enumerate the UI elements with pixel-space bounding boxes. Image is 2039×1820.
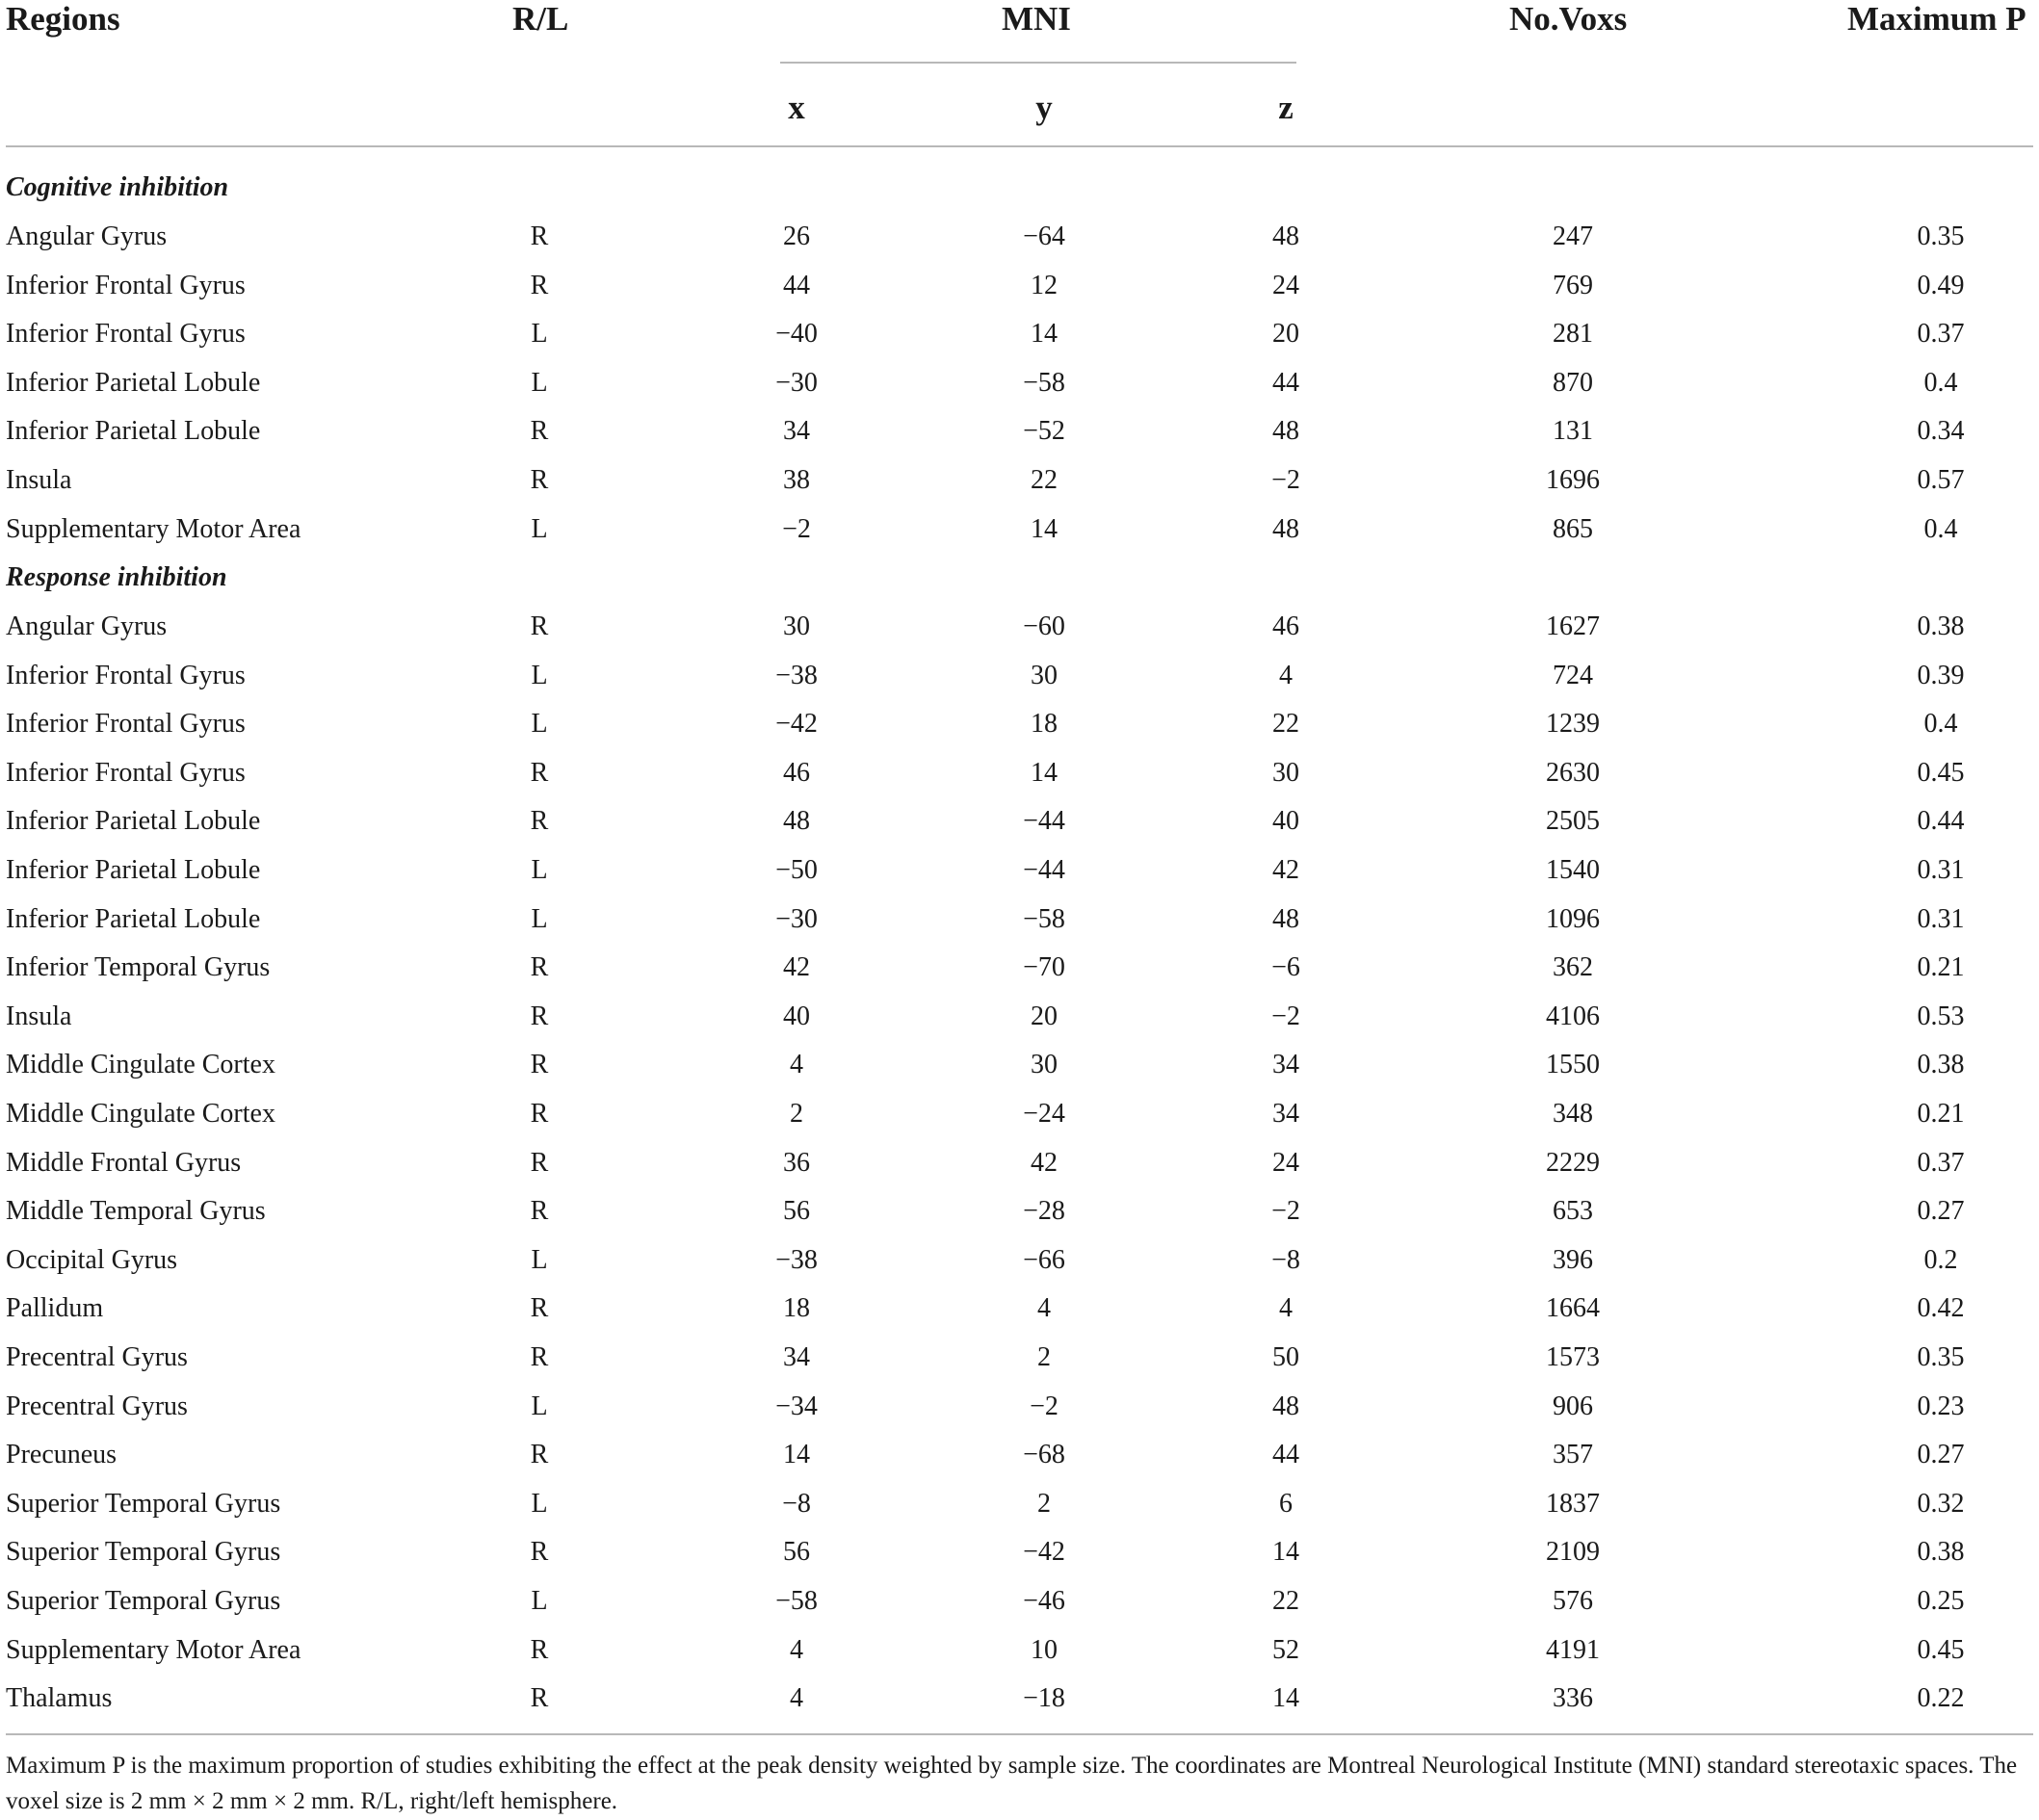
cell-maxp: 0.38 xyxy=(1917,1537,1965,1568)
cell-maxp: 0.45 xyxy=(1917,1634,1965,1665)
cell-rl: R xyxy=(530,221,549,251)
cell-z: 14 xyxy=(1272,1537,1299,1568)
cell-z: 48 xyxy=(1272,903,1299,934)
table-row xyxy=(0,1383,2039,1431)
cell-maxp: 0.2 xyxy=(1923,1244,1958,1275)
cell-rl: L xyxy=(531,319,548,350)
cell-rl: L xyxy=(531,1488,548,1519)
table-row xyxy=(0,1187,2039,1235)
table-row xyxy=(0,1236,2039,1285)
cell-voxs: 362 xyxy=(1553,952,1593,983)
cell-z: 14 xyxy=(1272,1683,1299,1714)
cell-z: 34 xyxy=(1272,1099,1299,1129)
cell-rl: R xyxy=(530,1342,549,1372)
cell-y: 20 xyxy=(1031,1001,1058,1031)
cell-z: 46 xyxy=(1272,611,1299,641)
cell-rl: R xyxy=(530,1001,549,1031)
cell-rl: R xyxy=(530,1683,549,1714)
cell-region: Insula xyxy=(6,465,72,495)
cell-rl: R xyxy=(530,465,549,495)
cell-y: 42 xyxy=(1031,1147,1058,1178)
cell-z: 50 xyxy=(1272,1342,1299,1372)
cell-region: Inferior Frontal Gyrus xyxy=(6,757,246,788)
section-title-response-inhibition: Response inhibition xyxy=(6,562,227,592)
cell-maxp: 0.32 xyxy=(1917,1488,1965,1519)
cell-rl: L xyxy=(531,1391,548,1421)
table-row xyxy=(0,993,2039,1041)
mni-header-rule xyxy=(780,62,1296,64)
cell-region: Inferior Parietal Lobule xyxy=(6,416,261,447)
cell-y: 18 xyxy=(1031,709,1058,740)
cell-x: 34 xyxy=(783,416,810,447)
cell-region: Precuneus xyxy=(6,1440,118,1470)
cell-y: 14 xyxy=(1031,319,1058,350)
cell-maxp: 0.44 xyxy=(1917,806,1965,837)
cell-maxp: 0.35 xyxy=(1917,1342,1965,1372)
cell-region: Inferior Temporal Gyrus xyxy=(6,952,271,983)
cell-x: −38 xyxy=(775,660,818,690)
cell-rl: R xyxy=(530,1634,549,1665)
cell-maxp: 0.27 xyxy=(1917,1440,1965,1470)
cell-y: 14 xyxy=(1031,513,1058,544)
cell-y: 30 xyxy=(1031,660,1058,690)
cell-rl: R xyxy=(530,806,549,837)
header-voxs: No.Voxs xyxy=(1509,0,1628,38)
table-row xyxy=(0,944,2039,992)
cell-y: −2 xyxy=(1030,1391,1059,1421)
cell-maxp: 0.38 xyxy=(1917,1050,1965,1080)
cell-y: −44 xyxy=(1023,855,1065,885)
table-row xyxy=(0,1431,2039,1479)
cell-x: 34 xyxy=(783,1342,810,1372)
cell-y: 2 xyxy=(1037,1488,1051,1519)
cell-y: −66 xyxy=(1023,1244,1065,1275)
table-row xyxy=(0,506,2039,554)
cell-region: Inferior Parietal Lobule xyxy=(6,903,261,934)
cell-maxp: 0.25 xyxy=(1917,1586,1965,1616)
cell-region: Supplementary Motor Area xyxy=(6,513,301,544)
cell-x: −30 xyxy=(775,367,818,398)
cell-rl: R xyxy=(530,1196,549,1227)
table-row xyxy=(0,1090,2039,1138)
cell-rl: R xyxy=(530,1440,549,1470)
table-row xyxy=(0,1626,2039,1675)
cell-z: 24 xyxy=(1272,270,1299,300)
cell-rl: L xyxy=(531,903,548,934)
table-row xyxy=(0,262,2039,310)
cell-x: −40 xyxy=(775,319,818,350)
cell-z: −6 xyxy=(1271,952,1300,983)
cell-region: Inferior Parietal Lobule xyxy=(6,367,261,398)
cell-voxs: 2109 xyxy=(1546,1537,1600,1568)
cell-region: Superior Temporal Gyrus xyxy=(6,1537,281,1568)
cell-y: −18 xyxy=(1023,1683,1065,1714)
cell-maxp: 0.34 xyxy=(1917,416,1965,447)
cell-region: Precentral Gyrus xyxy=(6,1391,188,1421)
cell-x: 18 xyxy=(783,1293,810,1324)
cell-x: 42 xyxy=(783,952,810,983)
cell-region: Superior Temporal Gyrus xyxy=(6,1586,281,1616)
cell-rl: R xyxy=(530,1099,549,1129)
cell-rl: R xyxy=(530,757,549,788)
cell-voxs: 724 xyxy=(1553,660,1593,690)
cell-y: 30 xyxy=(1031,1050,1058,1080)
cell-voxs: 653 xyxy=(1553,1196,1593,1227)
cell-x: −42 xyxy=(775,709,818,740)
cell-y: −24 xyxy=(1023,1099,1065,1129)
cell-x: 44 xyxy=(783,270,810,300)
cell-x: −2 xyxy=(782,513,811,544)
table-row xyxy=(0,896,2039,944)
cell-x: −38 xyxy=(775,1244,818,1275)
cell-x: 4 xyxy=(790,1634,803,1665)
cell-voxs: 336 xyxy=(1553,1683,1593,1714)
cell-voxs: 769 xyxy=(1553,270,1593,300)
cell-maxp: 0.31 xyxy=(1917,855,1965,885)
cell-z: −2 xyxy=(1271,1196,1300,1227)
cell-voxs: 247 xyxy=(1553,221,1593,251)
cell-z: −2 xyxy=(1271,465,1300,495)
cell-z: 6 xyxy=(1279,1488,1293,1519)
cell-rl: R xyxy=(530,611,549,641)
cell-voxs: 131 xyxy=(1553,416,1593,447)
table-row xyxy=(0,1041,2039,1089)
cell-rl: L xyxy=(531,660,548,690)
cell-x: 4 xyxy=(790,1683,803,1714)
cell-z: 42 xyxy=(1272,855,1299,885)
cell-maxp: 0.39 xyxy=(1917,660,1965,690)
cell-y: −44 xyxy=(1023,806,1065,837)
cell-region: Angular Gyrus xyxy=(6,221,168,251)
cell-region: Middle Cingulate Cortex xyxy=(6,1099,275,1129)
cell-maxp: 0.23 xyxy=(1917,1391,1965,1421)
cell-x: −50 xyxy=(775,855,818,885)
cell-y: −60 xyxy=(1023,611,1065,641)
cell-y: −46 xyxy=(1023,1586,1065,1616)
cell-region: Middle Temporal Gyrus xyxy=(6,1196,266,1227)
cell-maxp: 0.37 xyxy=(1917,1147,1965,1178)
cell-rl: L xyxy=(531,1586,548,1616)
cell-rl: L xyxy=(531,855,548,885)
cell-region: Supplementary Motor Area xyxy=(6,1634,301,1665)
header-regions: Regions xyxy=(6,0,120,38)
cell-z: 4 xyxy=(1279,660,1293,690)
cell-region: Thalamus xyxy=(6,1683,113,1714)
cell-z: 22 xyxy=(1272,709,1299,740)
cell-x: −30 xyxy=(775,903,818,934)
cell-y: 14 xyxy=(1031,757,1058,788)
cell-region: Precentral Gyrus xyxy=(6,1342,188,1372)
table-row xyxy=(0,359,2039,407)
cell-y: −70 xyxy=(1023,952,1065,983)
cell-y: 12 xyxy=(1031,270,1058,300)
header-rl: R/L xyxy=(512,0,569,38)
cell-rl: L xyxy=(531,1244,548,1275)
cell-z: −8 xyxy=(1271,1244,1300,1275)
cell-z: 4 xyxy=(1279,1293,1293,1324)
cell-x: 14 xyxy=(783,1440,810,1470)
cell-voxs: 1664 xyxy=(1546,1293,1600,1324)
cell-rl: R xyxy=(530,1293,549,1324)
table-bottom-rule xyxy=(6,1733,2033,1735)
cell-rl: R xyxy=(530,1050,549,1080)
header-z: z xyxy=(1278,89,1294,126)
cell-voxs: 281 xyxy=(1553,319,1593,350)
cell-maxp: 0.49 xyxy=(1917,270,1965,300)
cell-x: 56 xyxy=(783,1537,810,1568)
cell-maxp: 0.21 xyxy=(1917,952,1965,983)
cell-maxp: 0.37 xyxy=(1917,319,1965,350)
table-row xyxy=(0,1480,2039,1528)
cell-maxp: 0.35 xyxy=(1917,221,1965,251)
header-x: x xyxy=(788,89,805,126)
cell-rl: R xyxy=(530,416,549,447)
cell-region: Angular Gyrus xyxy=(6,611,168,641)
cell-maxp: 0.4 xyxy=(1923,513,1958,544)
cell-z: 48 xyxy=(1272,221,1299,251)
cell-x: 56 xyxy=(783,1196,810,1227)
cell-maxp: 0.57 xyxy=(1917,465,1965,495)
cell-y: 22 xyxy=(1031,465,1058,495)
cell-x: 26 xyxy=(783,221,810,251)
table-row xyxy=(0,797,2039,845)
cell-y: −42 xyxy=(1023,1537,1065,1568)
cell-y: 4 xyxy=(1037,1293,1051,1324)
cell-rl: R xyxy=(530,952,549,983)
cell-voxs: 4191 xyxy=(1546,1634,1600,1665)
cell-voxs: 1573 xyxy=(1546,1342,1600,1372)
cell-z: 22 xyxy=(1272,1586,1299,1616)
cell-y: −52 xyxy=(1023,416,1065,447)
cell-rl: L xyxy=(531,513,548,544)
cell-voxs: 1540 xyxy=(1546,855,1600,885)
cell-x: 4 xyxy=(790,1050,803,1080)
cell-y: 10 xyxy=(1031,1634,1058,1665)
cell-region: Inferior Frontal Gyrus xyxy=(6,660,246,690)
cell-region: Occipital Gyrus xyxy=(6,1244,178,1275)
section-title-cognitive-inhibition: Cognitive inhibition xyxy=(6,172,229,202)
cell-x: 36 xyxy=(783,1147,810,1178)
cell-z: 44 xyxy=(1272,367,1299,398)
cell-y: −68 xyxy=(1023,1440,1065,1470)
cell-rl: R xyxy=(530,1147,549,1178)
cell-voxs: 1239 xyxy=(1546,709,1600,740)
table-row xyxy=(0,456,2039,505)
cell-z: 48 xyxy=(1272,513,1299,544)
cell-region: Middle Cingulate Cortex xyxy=(6,1050,275,1080)
table-row xyxy=(0,1139,2039,1187)
cell-z: 24 xyxy=(1272,1147,1299,1178)
cell-voxs: 1627 xyxy=(1546,611,1600,641)
cell-maxp: 0.27 xyxy=(1917,1196,1965,1227)
cell-y: −64 xyxy=(1023,221,1065,251)
cell-maxp: 0.45 xyxy=(1917,757,1965,788)
header-maxp: Maximum P xyxy=(1847,0,2026,38)
cell-region: Inferior Frontal Gyrus xyxy=(6,270,246,300)
cell-voxs: 1096 xyxy=(1546,903,1600,934)
table-row xyxy=(0,1528,2039,1576)
cell-z: 40 xyxy=(1272,806,1299,837)
cell-voxs: 1696 xyxy=(1546,465,1600,495)
cell-z: 30 xyxy=(1272,757,1299,788)
cell-maxp: 0.4 xyxy=(1923,709,1958,740)
table-row xyxy=(0,1334,2039,1382)
table-row xyxy=(0,1285,2039,1333)
cell-x: 30 xyxy=(783,611,810,641)
cell-z: 48 xyxy=(1272,1391,1299,1421)
cell-rl: L xyxy=(531,367,548,398)
cell-maxp: 0.22 xyxy=(1917,1683,1965,1714)
table-footnote: Maximum P is the maximum proportion of studies exhibiting the effect at the peak density weighted by sample size. The coordinates are Montreal Neurological Institute (MNI) standard stereotaxic spaces. The voxel size is 2 mm × 2 mm × 2 mm. R/L, right/left hemisphere. xyxy=(6,1753,2018,1814)
cell-voxs: 906 xyxy=(1553,1391,1593,1421)
table-row xyxy=(0,1675,2039,1723)
cell-voxs: 396 xyxy=(1553,1244,1593,1275)
cell-z: 48 xyxy=(1272,416,1299,447)
cell-x: 40 xyxy=(783,1001,810,1031)
cell-region: Pallidum xyxy=(6,1293,104,1324)
cell-rl: L xyxy=(531,709,548,740)
table-row xyxy=(0,749,2039,797)
table-row xyxy=(0,1577,2039,1625)
cell-maxp: 0.21 xyxy=(1917,1099,1965,1129)
header-y: y xyxy=(1035,89,1053,126)
cell-region: Inferior Frontal Gyrus xyxy=(6,319,246,350)
cell-voxs: 1550 xyxy=(1546,1050,1600,1080)
cell-voxs: 2630 xyxy=(1546,757,1600,788)
cell-x: −8 xyxy=(782,1488,811,1519)
cell-maxp: 0.31 xyxy=(1917,903,1965,934)
cell-x: 2 xyxy=(790,1099,803,1129)
table-row xyxy=(0,310,2039,358)
cell-x: 46 xyxy=(783,757,810,788)
cell-z: 20 xyxy=(1272,319,1299,350)
cell-voxs: 576 xyxy=(1553,1586,1593,1616)
cell-region: Middle Frontal Gyrus xyxy=(6,1147,242,1178)
cell-maxp: 0.53 xyxy=(1917,1001,1965,1031)
cell-region: Inferior Parietal Lobule xyxy=(6,855,261,885)
cell-x: 38 xyxy=(783,465,810,495)
cell-maxp: 0.42 xyxy=(1917,1293,1965,1324)
cell-region: Superior Temporal Gyrus xyxy=(6,1488,281,1519)
cell-x: −58 xyxy=(775,1586,818,1616)
table-row xyxy=(0,213,2039,261)
table-row xyxy=(0,603,2039,651)
cell-voxs: 348 xyxy=(1553,1099,1593,1129)
cell-region: Inferior Parietal Lobule xyxy=(6,806,261,837)
cell-region: Insula xyxy=(6,1001,72,1031)
cell-y: 2 xyxy=(1037,1342,1051,1372)
cell-voxs: 2229 xyxy=(1546,1147,1600,1178)
cell-maxp: 0.4 xyxy=(1923,367,1958,398)
cell-region: Inferior Frontal Gyrus xyxy=(6,709,246,740)
cell-z: −2 xyxy=(1271,1001,1300,1031)
cell-rl: R xyxy=(530,270,549,300)
table-row xyxy=(0,846,2039,895)
cell-voxs: 357 xyxy=(1553,1440,1593,1470)
cell-maxp: 0.38 xyxy=(1917,611,1965,641)
header-mni: MNI xyxy=(1002,0,1071,38)
cell-x: 48 xyxy=(783,806,810,837)
cell-voxs: 4106 xyxy=(1546,1001,1600,1031)
cell-y: −58 xyxy=(1023,367,1065,398)
cell-voxs: 1837 xyxy=(1546,1488,1600,1519)
cell-x: −34 xyxy=(775,1391,818,1421)
cell-z: 44 xyxy=(1272,1440,1299,1470)
cell-voxs: 2505 xyxy=(1546,806,1600,837)
cell-z: 52 xyxy=(1272,1634,1299,1665)
cell-rl: R xyxy=(530,1537,549,1568)
cell-y: −58 xyxy=(1023,903,1065,934)
cell-voxs: 870 xyxy=(1553,367,1593,398)
table-row xyxy=(0,652,2039,700)
table-row xyxy=(0,407,2039,455)
table-row xyxy=(0,700,2039,748)
header-bottom-rule xyxy=(6,145,2033,147)
cell-voxs: 865 xyxy=(1553,513,1593,544)
cell-z: 34 xyxy=(1272,1050,1299,1080)
cell-y: −28 xyxy=(1023,1196,1065,1227)
